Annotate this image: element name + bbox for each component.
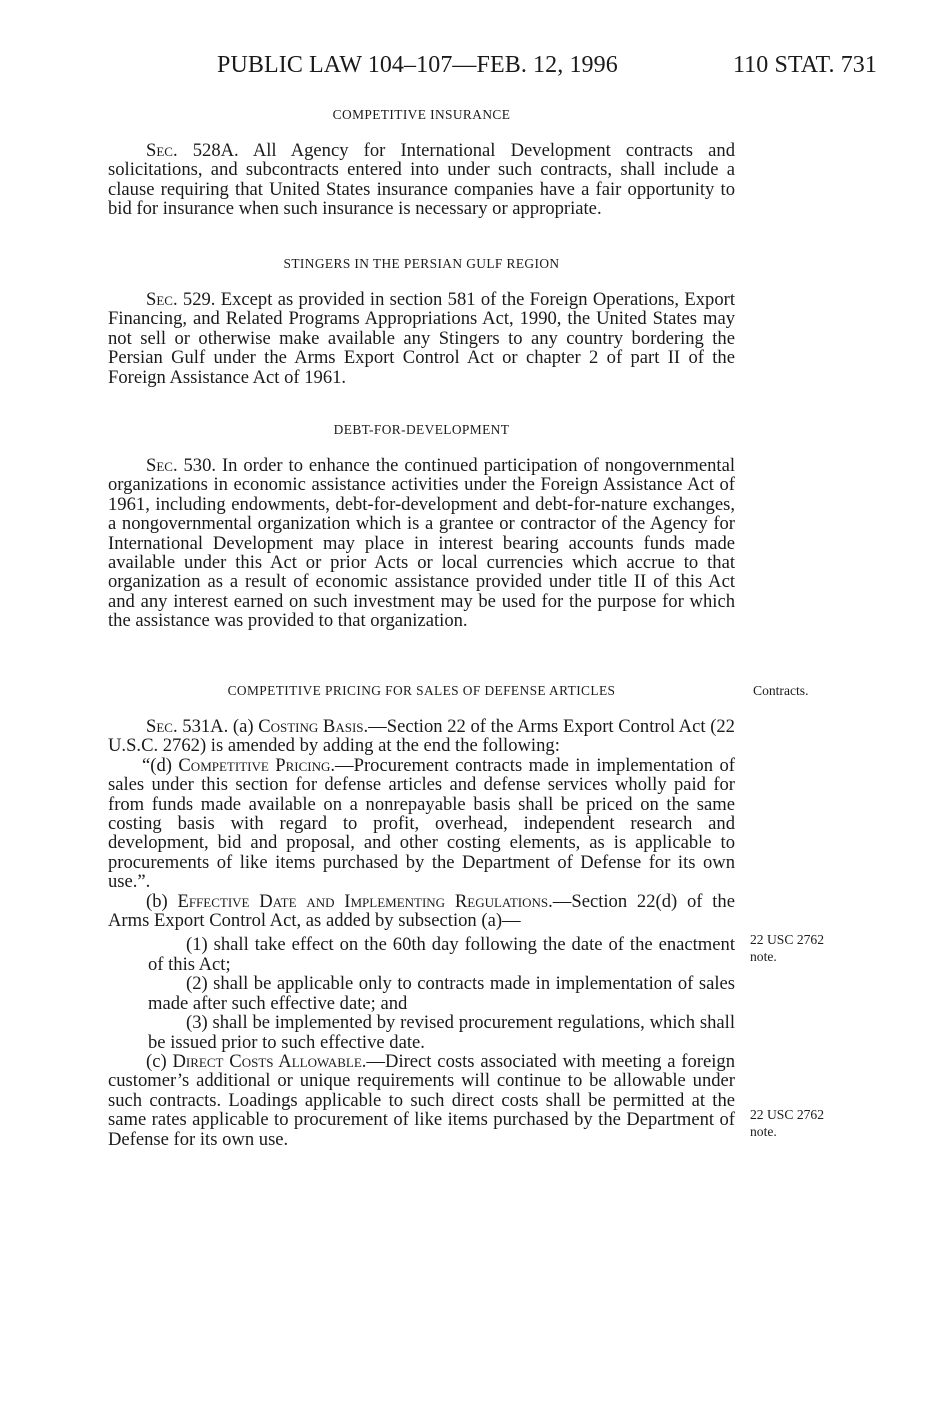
list-item: (2) shall be applicable only to contracts made in implementation of sales made after such effective date; and — [148, 973, 735, 1014]
margin-note-suffix: note. — [750, 949, 777, 964]
section-heading: STINGERS IN THE PERSIAN GULF REGION — [283, 256, 560, 271]
section-529 — [108, 255, 735, 387]
margin-note-usc-2 — [750, 1106, 860, 1140]
margin-note-contracts: Contracts. — [753, 683, 809, 698]
subsection-caption: Effective Date and Implementing Regulations. — [177, 890, 553, 912]
subsection-c — [108, 1052, 735, 1149]
section-paragraph — [108, 456, 735, 631]
section-530 — [108, 421, 735, 631]
subsection-d-quoted — [108, 756, 735, 892]
subsection-prefix: (b) — [146, 890, 178, 912]
subsection-b — [108, 892, 735, 931]
section-heading: COMPETITIVE PRICING FOR SALES OF DEFENSE ARTICLES — [227, 683, 616, 698]
section-text: All Agency for International Development contracts and solicitations, and subcontracts entered into under such contracts, shall include a clause requiring that United States insurance companies have a fair opportunity to bid for insurance when such insurance is necessary or appropriate. — [108, 140, 736, 220]
section-text: In order to enhance the continued participation of nongovernmental organizations in economic assistance activities under the Foreign Assistance Act of 1961, including endowments, debt-for-development and debt-for-nature exchanges, a nongovernmental organization which is a grantee or contractor of the Agency for International Development may place in interest bearing accounts funds made available under this Act or prior Acts or local currencies which accrue to that organization as a result of economic assistance provided under title II of this Act and any interest earned on such investment may be used for the purpose for which the assistance was provided to that organization. — [108, 455, 735, 632]
section-label: Sec. 529. — [146, 289, 216, 310]
section-label: Sec. 531A. — [146, 716, 229, 737]
subsection-text: —Direct costs associated with meeting a foreign customer’s additional or unique requirements will continue to be allowable under such contracts. Loadings applicable to such direct costs shall be permitted at the same rates applicable to procurement of like items purchased by the Department of Defense for its own use. — [108, 1050, 735, 1150]
section-label: Sec. 528A. — [146, 140, 239, 161]
subsection-a — [108, 717, 735, 756]
margin-note-usc-1 — [750, 931, 860, 965]
subsection-prefix: “(d) — [142, 754, 179, 776]
list-item: (3) shall be implemented by revised procurement regulations, which shall be issued prior to such effective date. — [148, 1012, 735, 1053]
subsection-caption: Competitive Pricing. — [178, 754, 336, 776]
subsection-prefix: (c) — [146, 1050, 173, 1072]
margin-note-citation: 22 USC 2762 — [750, 1107, 825, 1122]
margin-note-suffix: note. — [750, 1124, 777, 1139]
section-label: Sec. 530. — [146, 455, 217, 476]
section-paragraph — [108, 141, 735, 219]
section-528a — [108, 106, 735, 219]
subsection-text: —Procurement contracts made in implementation of sales under this section for defense articles and defense services wholly paid for from funds made available on a nonrepayable basis shall be priced on the same costing basis with regard to profit, overhead, independent research and development, bid and proposal, and other costing elements, as is applicable to procurements of like items purchased by the Department of Defense for its own use.”. — [108, 754, 735, 893]
subsection-caption: Costing Basis. — [258, 716, 369, 737]
section-heading: DEBT-FOR-DEVELOPMENT — [333, 422, 510, 437]
subsection-text: —Section 22 of the Arms Export Control Act (22 U.S.C. 2762) is amended by adding at the end the following: — [108, 716, 735, 757]
header-title: PUBLIC LAW 104–107—FEB. 12, 1996 — [217, 52, 618, 78]
section-text: Except as provided in section 581 of the Foreign Operations, Export Financing, and Related Programs Appropriations Act, 1990, the United States may not sell or otherwise make available any Stingers to any country bordering the Persian Gulf under the Arms Export Control Act or chapter 2 of part II of the Foreign Assistance Act of 1961. — [108, 289, 735, 388]
section-paragraph — [108, 290, 735, 387]
section-531a — [108, 682, 735, 1149]
margin-note-citation: 22 USC 2762 — [750, 932, 825, 947]
header-page-ref: 110 STAT. 731 — [732, 52, 877, 78]
subsection-text: —Section 22(d) of the Arms Export Control Act, as added by subsection (a)— — [108, 890, 735, 932]
subsection-prefix: (a) — [228, 716, 259, 737]
subsection-caption: Direct Costs Allowable. — [172, 1050, 367, 1072]
list-item: (1) shall take effect on the 60th day following the date of the enactment of this Act; — [148, 934, 735, 975]
section-heading: COMPETITIVE INSURANCE — [332, 107, 511, 122]
